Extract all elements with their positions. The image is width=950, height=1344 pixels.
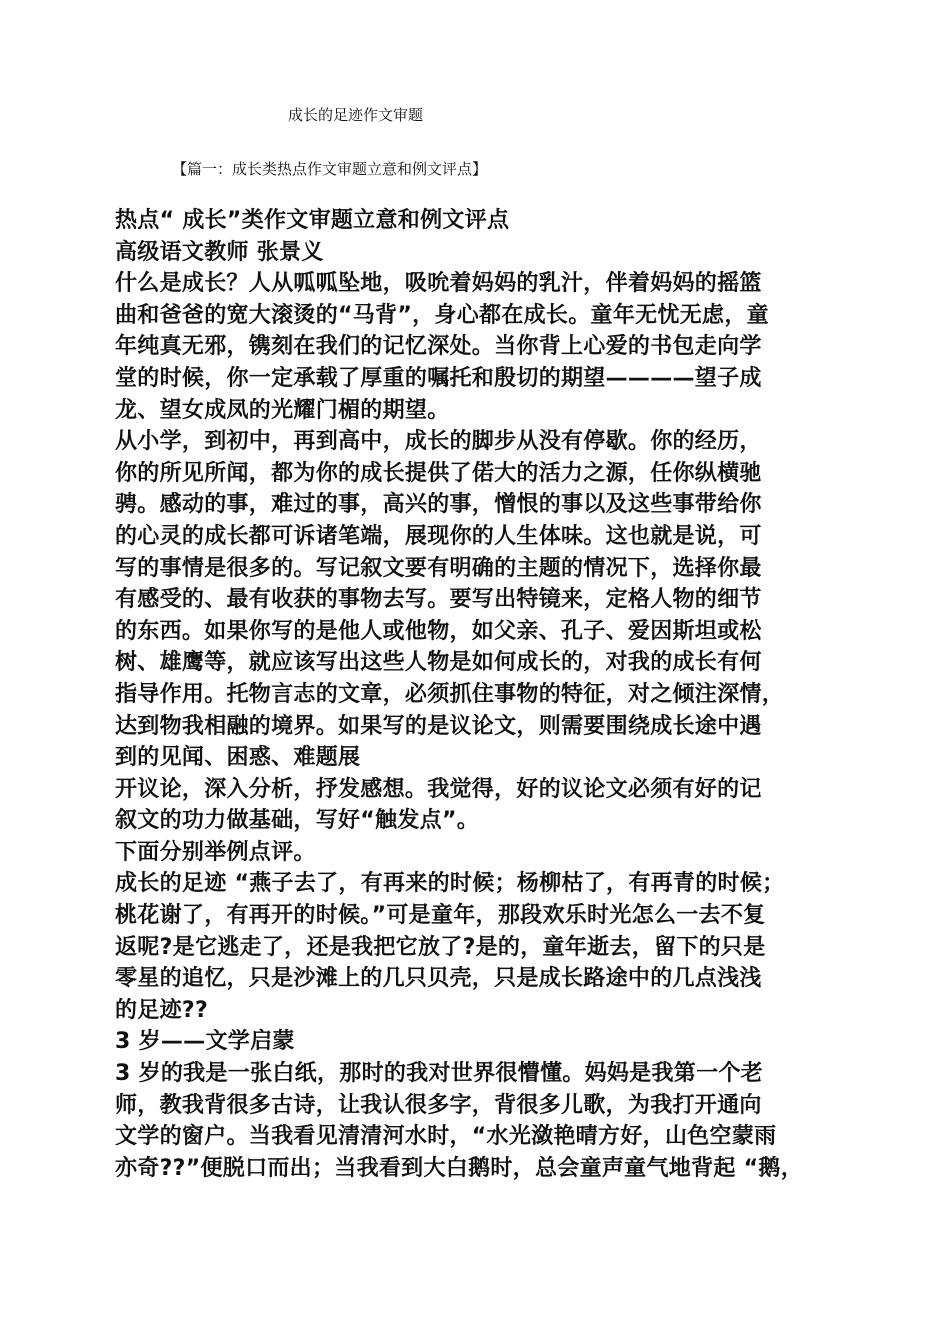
text-line: 叙文的功力做基础，写好“触发点”。 [115,808,480,834]
text-line: 曲和爸爸的宽大滚烫的“马背”，身心都在成长。童年无忧无虑，童 [115,302,769,328]
text-line: 写的事情是很多的。写记叙文要有明确的主题的情况下，选择你最 [115,555,762,581]
text-line: 达到物我相融的境界。如果写的是议论文，则需要围绕成长途中遇 [115,713,762,739]
text-line: 从小学，到初中，再到高中，成长的脚步从没有停歇。你的经历， [115,429,762,455]
text-line: 指导作用。托物言志的文章，必须抓住事物的特征，对之倾注深情， [115,681,785,707]
text-line: 树、雄鹰等，就应该写出这些人物是如何成长的，对我的成长有何 [115,650,762,676]
text-line: 年纯真无邪，镌刻在我们的记忆深处。当你背上心爱的书包走向学 [115,334,762,360]
text-line: 开议论，深入分析，抒发感想。我觉得，好的议论文必须有好的记 [115,776,762,802]
text-line: 3 岁——文学启蒙 [115,1029,295,1055]
text-line: 的东西。如果你写的是他人或他物，如父亲、孔子、爱因斯坦或松 [115,618,762,644]
text-line: 文学的窗户。当我看见清清河水时，“水光潋艳晴方好，山色空蒙雨 [115,1124,777,1150]
text-line: 成长的足迹 “燕子去了，有再来的时候；杨柳枯了，有再青的时候； [115,871,785,897]
section-heading: 【篇一：成长类热点作文审题立意和例文评点】 [172,160,488,178]
text-line: 你的所见所闻，都为你的成长提供了偌大的活力之源，任你纵横驰 [115,460,762,486]
body-text [115,205,875,1184]
text-line: 零星的追忆，只是沙滩上的几只贝壳，只是成长路途中的几点浅浅 [115,966,762,992]
text-line: 龙、望女成凤的光耀门楣的期望。 [115,397,450,423]
text-line: 3 岁的我是一张白纸，那时的我对世界很懵懂。妈妈是我第一个老 [115,1061,763,1087]
text-line: 堂的时候，你一定承载了厚重的嘱托和殷切的期望————望子成 [115,365,762,391]
text-line: 下面分别举例点评。 [115,839,316,865]
text-line: 骋。感动的事，难过的事，高兴的事，憎恨的事以及这些事带给你 [115,492,762,518]
text-line: 的足迹?? [115,997,209,1023]
text-line: 高级语文教师 张景义 [115,239,324,265]
text-line: 到的见闻、困惑、难题展 [115,745,361,771]
text-line: 什么是成长？人从呱呱坠地，吸吮着妈妈的乳汁，伴着妈妈的摇篮 [115,271,762,297]
text-line: 桃花谢了，有再开的时候。”可是童年，那段欢乐时光怎么一去不复 [115,903,766,929]
text-line: 返呢?是它逃走了，还是我把它放了?是的，童年逝去，留下的只是 [115,934,766,960]
text-line: 有感受的、最有收获的事物去写。要写出特镜来，定格人物的细节 [115,587,762,613]
document-title: 成长的足迹作文审题 [288,106,424,124]
text-line: 师，教我背很多古诗，让我认很多字，背很多儿歌，为我打开通向 [115,1092,762,1118]
text-line: 的心灵的成长都可诉诸笔端，展现你的人生体味。这也就是说，可 [115,523,762,549]
text-line: 亦奇??”便脱口而出；当我看到大白鹅时，总会童声童气地背起 “鹅， [115,1155,804,1181]
text-line: 热点“ 成长”类作文审题立意和例文评点 [115,208,510,233]
